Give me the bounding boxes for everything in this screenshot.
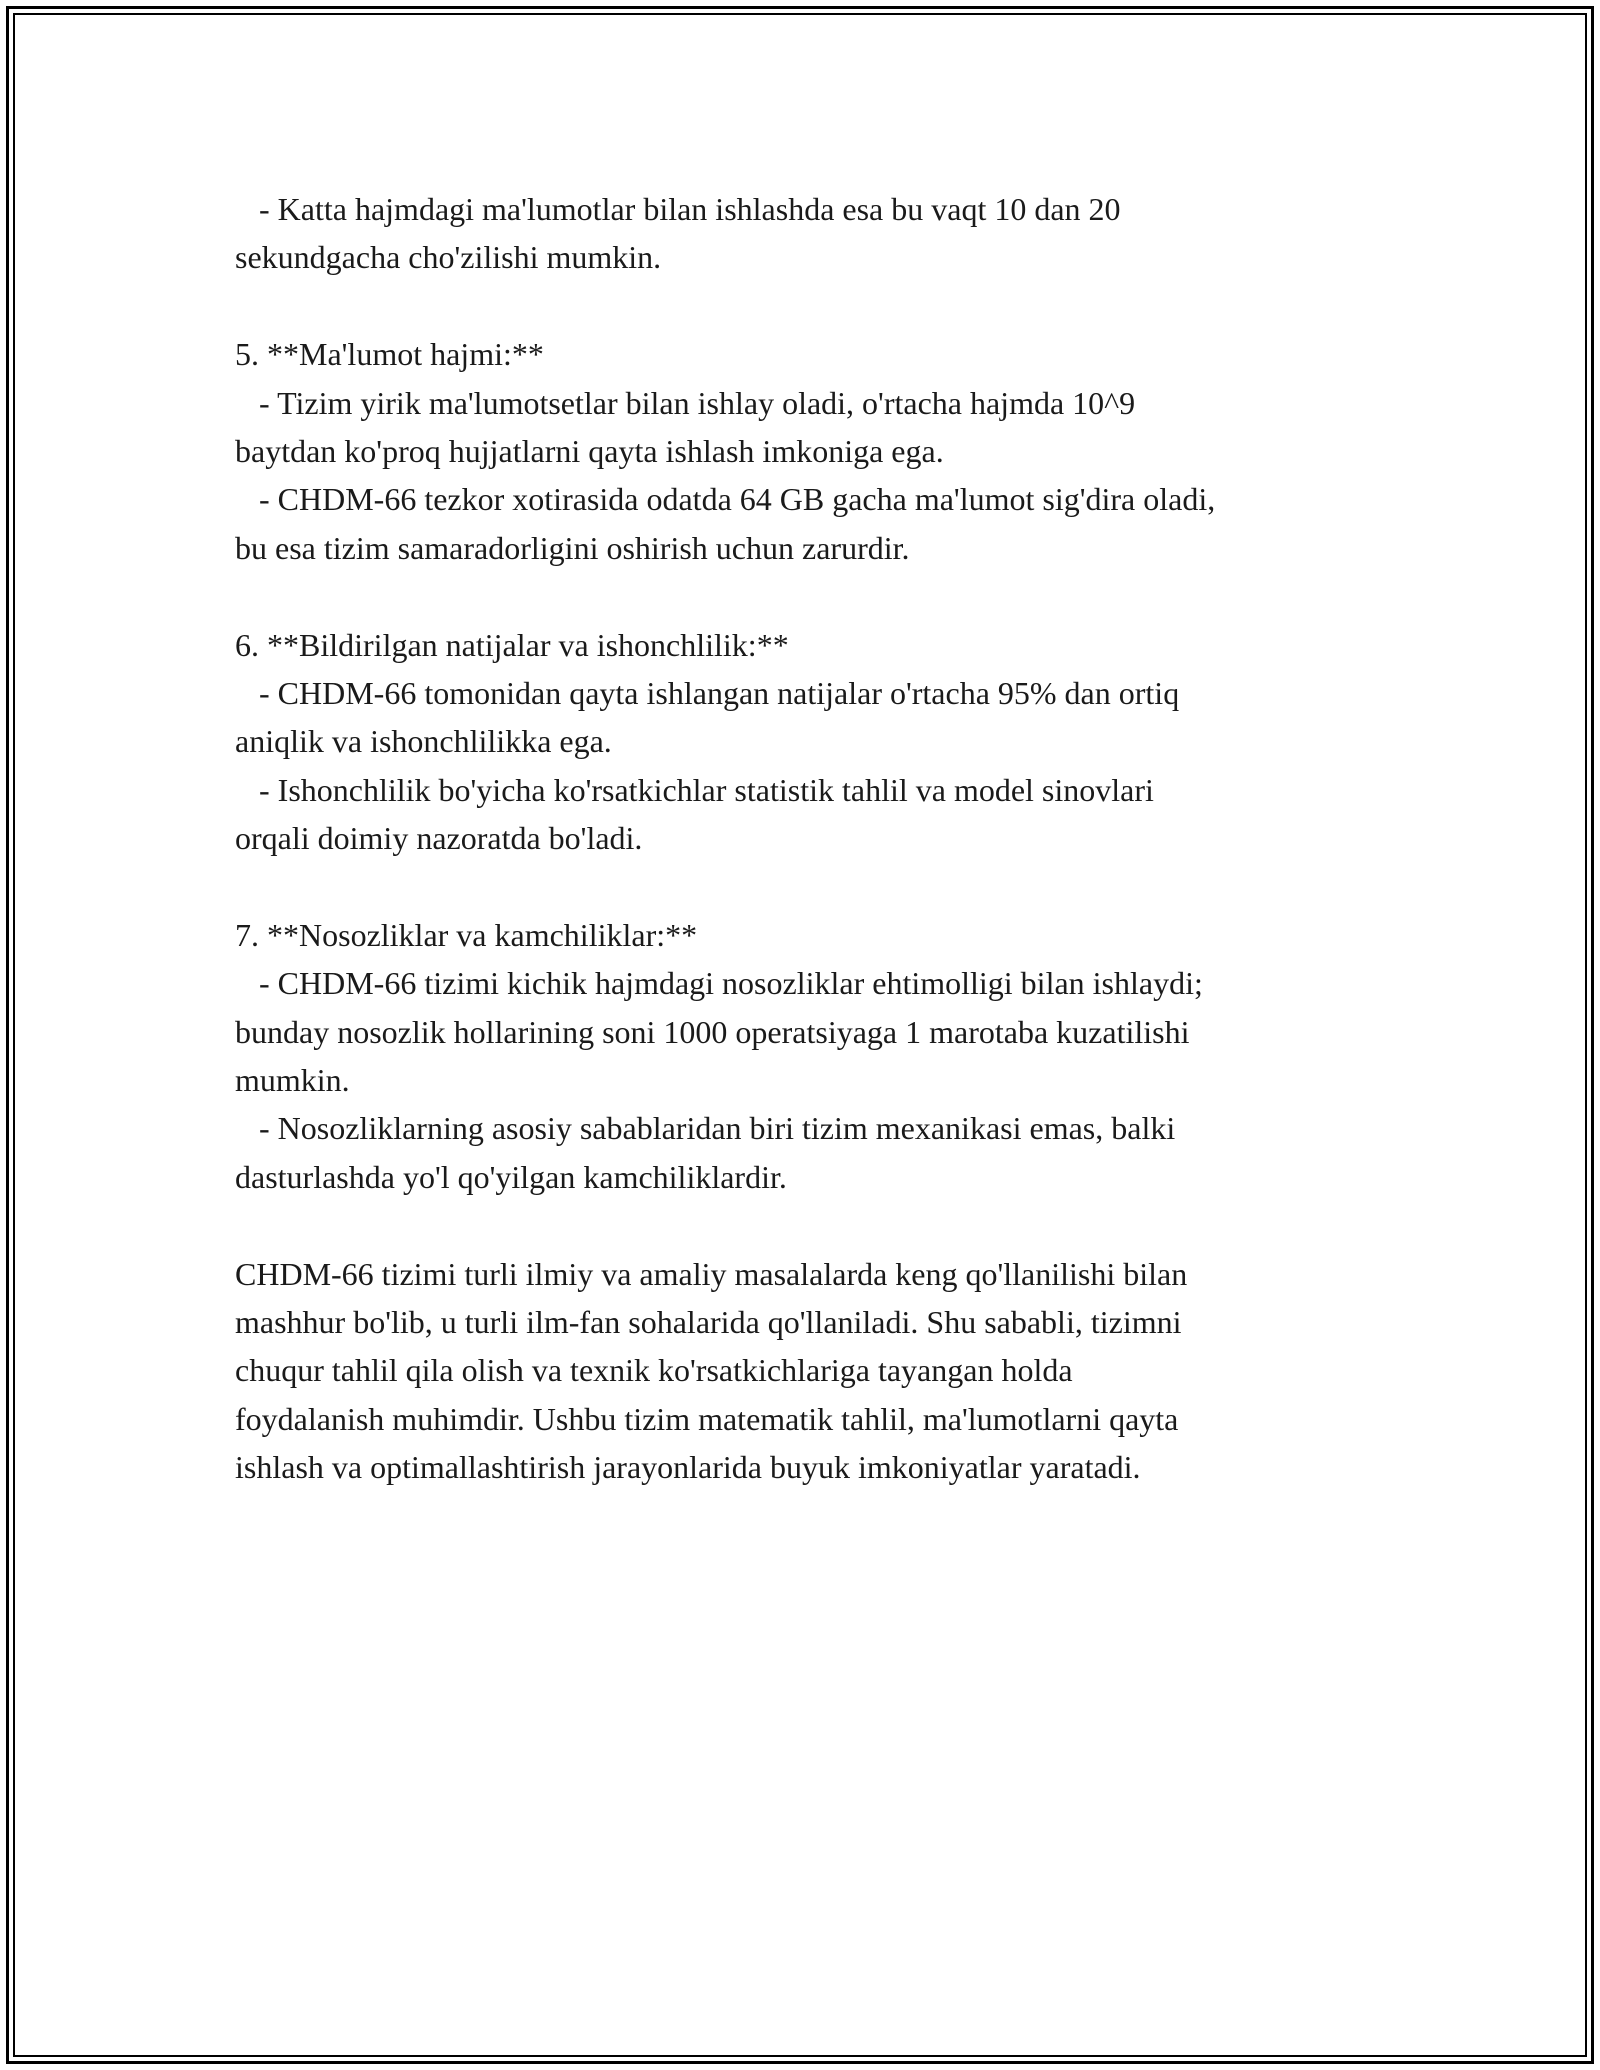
conclusion-line: foydalanish muhimdir. Ushbu tizim matematik tahlil, ma'lumotlarni qayta	[235, 1400, 1179, 1437]
text-line: orqali doimiy nazoratda bo'ladi.	[235, 820, 643, 857]
blank-line	[235, 572, 1385, 620]
conclusion-line: chuqur tahlil qila olish va texnik ko'rsatkichlariga tayangan holda	[235, 1352, 1073, 1389]
text-line: dasturlashda yo'l qo'yilgan kamchiliklardir.	[235, 1158, 787, 1195]
section-heading: 6. **Bildirilgan natijalar va ishonchlilik:**	[235, 626, 789, 663]
text-line: bunday nosozlik hollarining soni 1000 operatsiyaga 1 marotaba kuzatilishi	[235, 1013, 1190, 1050]
conclusion-line: CHDM-66 tizimi turli ilmiy va amaliy masalalarda keng qo'llanilishi bilan	[235, 1255, 1188, 1292]
conclusion-line: mashhur bo'lib, u turli ilm-fan sohalarida qo'llaniladi. Shu sababli, tizimni	[235, 1303, 1182, 1340]
text-line: - CHDM-66 tomonidan qayta ishlangan natijalar o'rtacha 95% dan ortiq	[235, 674, 1180, 711]
text-line: - Tizim yirik ma'lumotsetlar bilan ishlay oladi, o'rtacha hajmda 10^9	[235, 384, 1136, 421]
conclusion-line: ishlash va optimallashtirish jarayonlarida buyuk imkoniyatlar yaratadi.	[235, 1449, 1141, 1486]
text-line: sekundgacha cho'zilishi mumkin.	[235, 239, 662, 276]
text-line: aniqlik va ishonchlilikka ega.	[235, 723, 612, 760]
blank-line	[235, 1201, 1385, 1249]
section-heading: 5. **Ma'lumot hajmi:**	[235, 336, 544, 373]
text-line: - Nosozliklarning asosiy sabablaridan biri tizim mexanikasi emas, balki	[235, 1110, 1176, 1147]
text-line: - Ishonchlilik bo'yicha ko'rsatkichlar statistik tahlil va model sinovlari	[235, 771, 1154, 808]
blank-line	[235, 862, 1385, 910]
blank-line	[235, 282, 1385, 330]
section-heading: 7. **Nosozliklar va kamchiliklar:**	[235, 916, 698, 953]
text-line: - CHDM-66 tizimi kichik hajmdagi nosozliklar ehtimolligi bilan ishlaydi;	[235, 965, 1203, 1002]
text-line: baytdan ko'proq hujjatlarni qayta ishlash imkoniga ega.	[235, 432, 944, 469]
text-line: - Katta hajmdagi ma'lumotlar bilan ishlashda esa bu vaqt 10 dan 20	[235, 191, 1121, 227]
text-line: mumkin.	[235, 1062, 350, 1099]
text-line: - CHDM-66 tezkor xotirasida odatda 64 GB gacha ma'lumot sig'dira oladi,	[235, 481, 1216, 518]
document-body	[235, 185, 1385, 1492]
text-line: bu esa tizim samaradorligini oshirish uchun zarurdir.	[235, 529, 910, 566]
